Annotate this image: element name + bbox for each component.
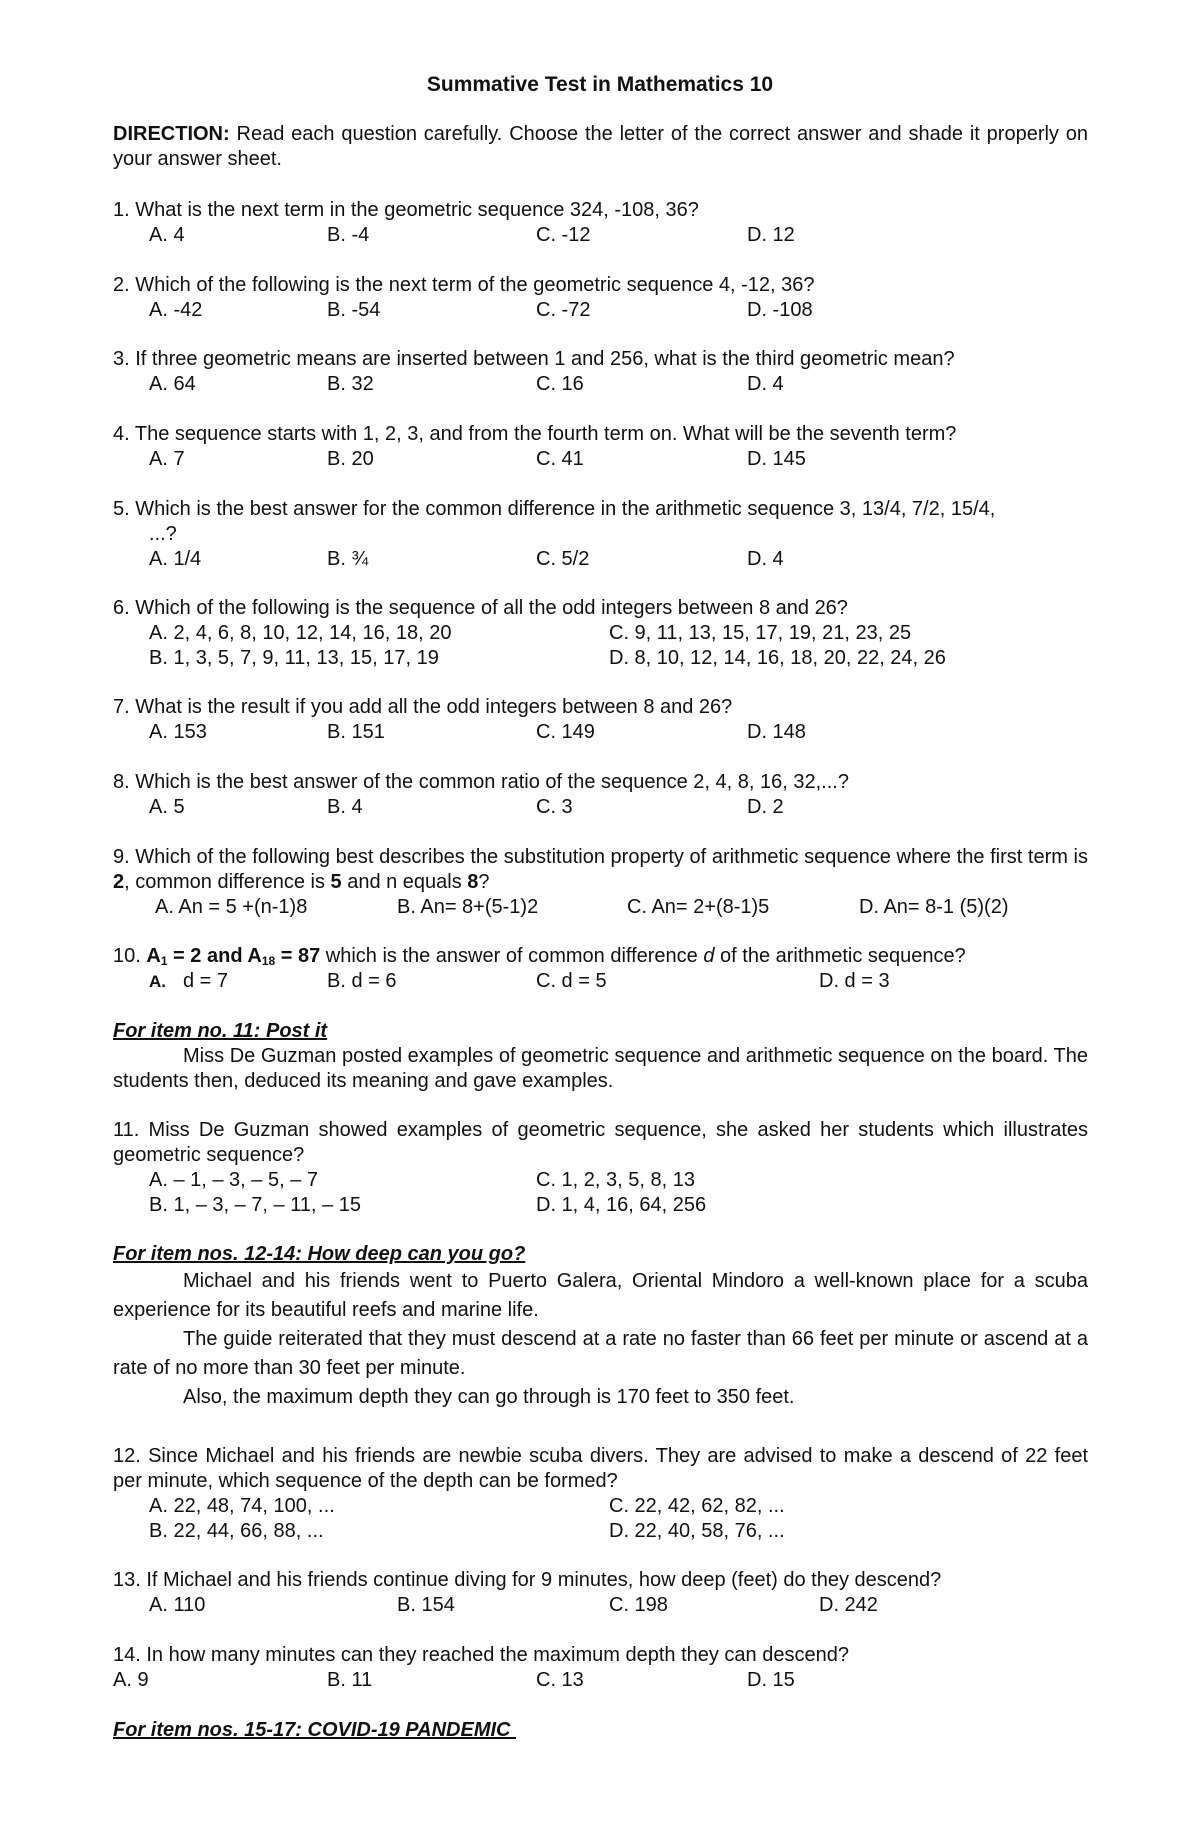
- options-row-1: [113, 1168, 1088, 1193]
- section-header: [113, 1719, 516, 1741]
- question-1: [113, 198, 1088, 248]
- option-c: C. 5/2: [536, 548, 590, 570]
- option-b: B. 20: [327, 448, 374, 470]
- options: [113, 547, 1088, 572]
- options: [113, 223, 1088, 248]
- options-row-2: [113, 1519, 1088, 1544]
- question-text-part: of the arithmetic sequence?: [714, 945, 966, 967]
- option-d: D. 22, 40, 58, 76, ...: [609, 1520, 785, 1542]
- option-d: D. 12: [747, 224, 795, 246]
- option-c: C. An= 2+(8-1)5: [627, 896, 770, 918]
- question-13: [113, 1568, 1088, 1618]
- question-5: [113, 497, 1088, 572]
- question-12: [113, 1444, 1088, 1544]
- question-text: 5. Which is the best answer for the common difference in the arithmetic sequence 3, 13/4, 7/2, 15/4,: [113, 498, 996, 520]
- question-4: [113, 422, 1088, 472]
- options: [113, 1593, 1088, 1618]
- question-text: 12. Since Michael and his friends are newbie scuba divers. They are advised to make a descend of 22 feet per minute, which sequence of the depth can be formed?: [113, 1445, 1088, 1492]
- option-c: C. -12: [536, 224, 591, 246]
- section-items-15-17: [113, 1718, 1088, 1743]
- d-variable: d: [703, 945, 715, 967]
- a1-letter: A: [146, 945, 161, 967]
- option-a: A. 110: [149, 1594, 206, 1616]
- section-header-topic: COVID-19 PANDEMIC: [307, 1719, 511, 1741]
- option-a: A. 2, 4, 6, 8, 10, 12, 14, 16, 18, 20: [149, 622, 452, 644]
- question-text-part: , common difference is: [124, 871, 331, 893]
- option-a: A. 1/4: [149, 548, 202, 570]
- direction-text: Read each question carefully. Choose the letter of the correct answer and shade it properly on your answer sheet.: [113, 123, 1088, 170]
- options: [113, 298, 1088, 323]
- option-d: D. 8, 10, 12, 14, 16, 18, 20, 22, 24, 26: [609, 647, 946, 669]
- question-text: 6. Which of the following is the sequence of all the odd integers between 8 and 26?: [113, 597, 848, 619]
- question-text: 8. Which is the best answer of the common ratio of the sequence 2, 4, 8, 16, 32,...?: [113, 771, 849, 793]
- question-10: [113, 944, 1088, 994]
- given-a1: [146, 945, 320, 967]
- option-a-letter: A.: [149, 972, 166, 991]
- section-header: For item no. 11: Post it: [113, 1020, 328, 1042]
- options: [113, 372, 1088, 397]
- question-text: 3. If three geometric means are inserted between 1 and 256, what is the third geometric mean?: [113, 348, 955, 370]
- question-text: 4. The sequence starts with 1, 2, 3, and from the fourth term on. What will be the seventh term?: [113, 423, 957, 445]
- a1-subscript: 1: [160, 954, 168, 968]
- option-b: B. -54: [327, 299, 381, 321]
- option-b: B. -4: [327, 224, 370, 246]
- options-row-2: [113, 1193, 1088, 1218]
- options: [113, 720, 1088, 745]
- question-text-part: which is the answer of common difference: [320, 945, 704, 967]
- a18-letter: A: [247, 945, 262, 967]
- n-value: 8: [467, 871, 479, 893]
- options-row-2: [113, 646, 1088, 671]
- option-d: D. 2: [747, 796, 784, 818]
- question-text: [113, 944, 1088, 969]
- question-text-part: and n equals: [341, 871, 468, 893]
- question-6: [113, 596, 1088, 671]
- question-text-part: ?: [478, 871, 490, 893]
- option-c: C. 3: [536, 796, 573, 818]
- option-c: C. 1, 2, 3, 5, 8, 13: [536, 1169, 695, 1191]
- options: [113, 1668, 1088, 1693]
- option-d: D. 145: [747, 448, 806, 470]
- options: [113, 795, 1088, 820]
- option-d: D. -108: [747, 299, 813, 321]
- option-b: B. 4: [327, 796, 363, 818]
- section-items-12-14: [113, 1242, 1088, 1412]
- option-c: C. 13: [536, 1669, 584, 1691]
- question-8: [113, 770, 1088, 820]
- option-a: A. 153: [149, 721, 207, 743]
- option-d: D. 4: [747, 373, 784, 395]
- question-text: 2. Which of the following is the next term of the geometric sequence 4, -12, 36?: [113, 274, 815, 296]
- section-item-11: [113, 1019, 1088, 1094]
- question-text: 14. In how many minutes can they reached the maximum depth they can descend?: [113, 1644, 849, 1666]
- section-paragraph: Miss De Guzman posted examples of geometric sequence and arithmetic sequence on the board. The students then, deduced its meaning and gave examples.: [113, 1045, 1088, 1092]
- page-title: Summative Test in Mathematics 10: [426, 73, 774, 96]
- option-c: C. 9, 11, 13, 15, 17, 19, 21, 23, 25: [609, 622, 912, 644]
- options: [113, 895, 1088, 920]
- question-9: [113, 845, 1088, 920]
- question-text: 1. What is the next term in the geometric sequence 324, -108, 36?: [113, 199, 699, 221]
- option-d: D. 4: [747, 548, 784, 570]
- a1-value: = 2 and: [167, 945, 248, 967]
- options: [113, 447, 1088, 472]
- option-a: A. – 1, – 3, – 5, – 7: [149, 1169, 319, 1191]
- section-header: For item nos. 12-14: How deep can you go?: [113, 1243, 526, 1265]
- option-d: D. An= 8-1 (5)(2): [859, 896, 1009, 918]
- option-b: B. 11: [327, 1669, 373, 1691]
- question-14: [113, 1643, 1088, 1693]
- options-row-1: [113, 621, 1088, 646]
- option-b: B. 1, 3, 5, 7, 9, 11, 13, 15, 17, 19: [149, 647, 439, 669]
- option-d: D. 1, 4, 16, 64, 256: [536, 1194, 707, 1216]
- section-paragraph-2: The guide reiterated that they must descend at a rate no faster than 66 feet per minute or ascend at a rate of no more than 30 feet per minute.: [113, 1328, 1088, 1379]
- option-a: A. 64: [149, 373, 196, 395]
- direction-label: DIRECTION:: [113, 123, 230, 145]
- option-d: D. 148: [747, 721, 806, 743]
- option-a: A. -42: [149, 299, 203, 321]
- options-row-1: [113, 1494, 1088, 1519]
- question-2: [113, 273, 1088, 323]
- option-b: B. 22, 44, 66, 88, ...: [149, 1520, 324, 1542]
- options: [113, 969, 1088, 994]
- option-b: B. 32: [327, 373, 374, 395]
- option-c: C. -72: [536, 299, 591, 321]
- option-c: C. 198: [609, 1594, 668, 1616]
- section-paragraph-1: Michael and his friends went to Puerto Galera, Oriental Mindoro a well-known place for a scuba experience for its beautiful reefs and marine life.: [113, 1270, 1088, 1321]
- direction: [113, 122, 1088, 172]
- option-b: B. 1, – 3, – 7, – 11, – 15: [149, 1194, 362, 1216]
- question-7: [113, 695, 1088, 745]
- question-text: 13. If Michael and his friends continue diving for 9 minutes, how deep (feet) do they descend?: [113, 1569, 942, 1591]
- option-b: B. d = 6: [327, 970, 397, 992]
- common-difference-value: 5: [330, 871, 342, 893]
- option-c: C. 16: [536, 373, 584, 395]
- option-c: C. 41: [536, 448, 584, 470]
- option-a: A. 9: [113, 1669, 149, 1691]
- section-header-prefix: For item nos. 15-17:: [113, 1719, 308, 1741]
- question-text: 11. Miss De Guzman showed examples of geometric sequence, she asked her students which illustrates geometric sequence?: [113, 1119, 1088, 1166]
- option-c: C. d = 5: [536, 970, 607, 992]
- option-c: C. 149: [536, 721, 595, 743]
- question-text: [113, 845, 1088, 895]
- option-d: D. 15: [747, 1669, 795, 1691]
- option-a: d = 7: [183, 970, 229, 992]
- option-a: A. 22, 48, 74, 100, ...: [149, 1495, 335, 1517]
- question-11: [113, 1118, 1088, 1218]
- option-b: B. 154: [397, 1594, 455, 1616]
- question-text-continued: ...?: [149, 523, 177, 545]
- a18-value: = 87: [275, 945, 321, 967]
- question-3: [113, 347, 1088, 397]
- option-b: B. 151: [327, 721, 385, 743]
- option-d: D. 242: [819, 1594, 878, 1616]
- option-d: D. d = 3: [819, 970, 890, 992]
- question-text: 7. What is the result if you add all the odd integers between 8 and 26?: [113, 696, 733, 718]
- option-a: A. 4: [149, 224, 185, 246]
- a18-subscript: 18: [261, 954, 276, 968]
- option-a: A. 5: [149, 796, 185, 818]
- option-b: B. An= 8+(5-1)2: [397, 896, 539, 918]
- option-c: C. 22, 42, 62, 82, ...: [609, 1495, 785, 1517]
- first-term-value: 2: [113, 871, 125, 893]
- option-a: A. An = 5 +(n-1)8: [155, 896, 308, 918]
- question-number: 10.: [113, 945, 147, 967]
- question-text-part: 9. Which of the following best describes the substitution property of arithmetic sequence where the first term is: [113, 846, 1088, 868]
- section-paragraph-3: Also, the maximum depth they can go through is 170 feet to 350 feet.: [183, 1386, 795, 1408]
- option-a: A. 7: [149, 448, 185, 470]
- option-b: B. ¾: [327, 548, 369, 570]
